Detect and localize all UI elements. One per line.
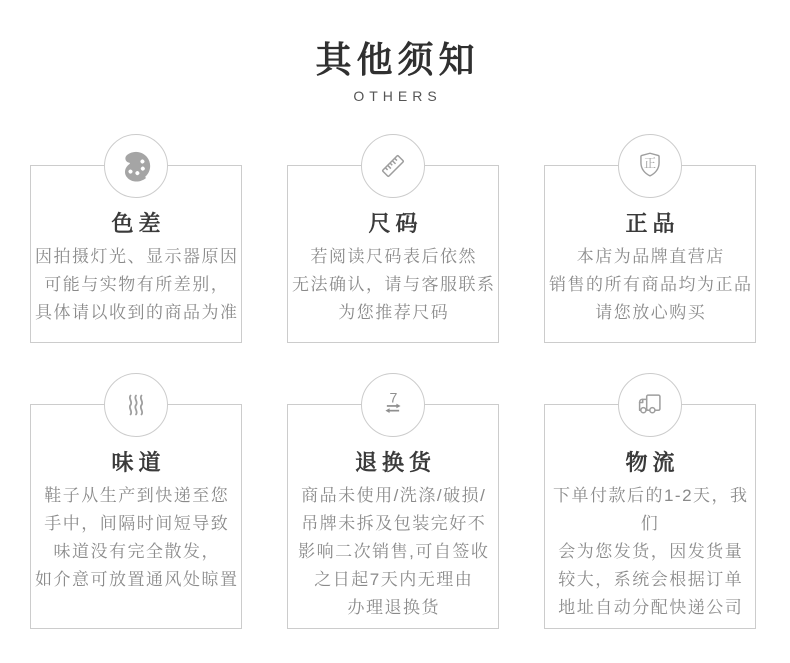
card-title: 尺码 [368, 211, 423, 236]
icon-badge [618, 373, 682, 437]
card-text-line: 手中，间隔时间短导致 [44, 514, 230, 533]
card-title: 正品 [625, 211, 680, 236]
card-text-line: 下单付款后的1-2天，我们 [552, 486, 749, 533]
card-text-line: 办理退换货 [347, 598, 440, 617]
return-arrows-icon [376, 388, 410, 422]
card-body [545, 482, 755, 622]
card-body [288, 243, 498, 327]
card-title: 物流 [625, 450, 680, 475]
card-text-line: 地址自动分配快递公司 [558, 598, 744, 617]
card-text-line: 如介意可放置通风处晾置 [35, 570, 239, 589]
card-text-line: 为您推荐尺码 [338, 303, 450, 322]
shield-icon [633, 149, 667, 183]
card-text-line: 吊牌未拆及包装完好不 [301, 514, 487, 533]
card-text-line: 因拍摄灯光、显示器原因 [35, 247, 239, 266]
icon-badge [361, 134, 425, 198]
card-title: 退换货 [354, 450, 436, 475]
return-exchange-card [287, 404, 499, 629]
card-text-line: 无法确认，请与客服联系 [292, 275, 496, 294]
authenticity-card [544, 165, 756, 343]
card-text-line: 可能与实物有所差别， [44, 275, 230, 294]
notice-grid [30, 165, 756, 629]
ruler-icon [376, 149, 410, 183]
card-text-line: 鞋子从生产到快递至您 [44, 486, 230, 505]
color-difference-card [30, 165, 242, 343]
section-subtitle: OTHERS [353, 88, 442, 104]
card-text-line: 销售的所有商品均为正品 [549, 275, 753, 294]
icon-badge [361, 373, 425, 437]
icon-badge [104, 373, 168, 437]
card-text-line: 具体请以收到的商品为准 [35, 303, 239, 322]
card-text-line: 味道没有完全散发， [53, 542, 220, 561]
card-body [31, 243, 241, 327]
card-body [545, 243, 755, 327]
steam-icon [119, 388, 153, 422]
logistics-card [544, 404, 756, 629]
card-text-line: 若阅读尺码表后依然 [310, 247, 477, 266]
card-text-line: 商品未使用/洗涤/破损/ [301, 486, 487, 505]
card-text-line: 会为您发货，因发货量 [558, 542, 744, 561]
card-title: 味道 [111, 450, 166, 475]
section-header [0, 0, 790, 104]
card-text-line: 影响二次销售,可自签收 [298, 542, 490, 561]
card-text-line: 请您放心购买 [595, 303, 707, 322]
card-body [288, 482, 498, 622]
smell-card [30, 404, 242, 629]
card-text-line: 较大，系统会根据订单 [558, 570, 744, 589]
truck-icon [633, 388, 667, 422]
card-text-line: 本店为品牌直营店 [576, 247, 725, 266]
icon-badge [618, 134, 682, 198]
card-body [31, 482, 241, 594]
palette-icon [119, 149, 153, 183]
section-title: 其他须知 [315, 39, 480, 80]
icon-badge [104, 134, 168, 198]
card-title: 色差 [111, 211, 166, 236]
size-card [287, 165, 499, 343]
card-text-line: 之日起7天内无理由 [314, 570, 474, 589]
